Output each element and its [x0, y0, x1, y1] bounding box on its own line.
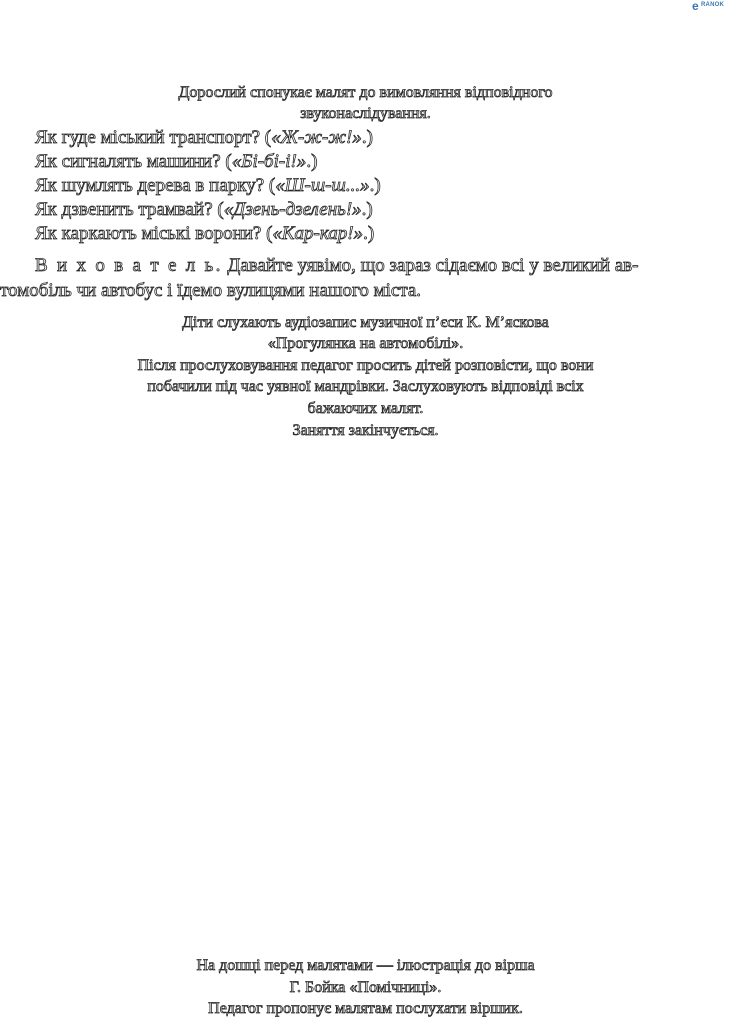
question-end: .): [361, 127, 373, 148]
question-3: [35, 175, 381, 197]
onomatopoeia: «Дзень-дзелень!»: [223, 199, 362, 220]
question-text: Як шумлять дерева в парку? (: [35, 175, 276, 196]
intro-line-1: Дорослий спонукає малят до вимовляння відповідного: [178, 84, 553, 101]
teacher-role: В и х о в а т е л ь.: [35, 255, 223, 276]
footer-text: ілюстрація до вірша: [392, 957, 535, 974]
question-end: .): [306, 151, 318, 172]
question-text: Як каркають міські ворони? (: [35, 223, 273, 244]
remark-line-1: Діти слухають аудіозапис музичної п’єси К. М’яскова: [182, 314, 549, 331]
publisher-logo: [692, 0, 728, 12]
teacher-speech: Давайте уявімо, що зараз сідаємо всі у великий ав-: [222, 255, 639, 276]
onomatopoeia: «Бі-бі-і!»: [231, 151, 307, 172]
footer-line-2: Г. Бойка «Помічниці».: [289, 979, 442, 996]
intro-line-2: звуконаслідування.: [300, 105, 431, 122]
onomatopoeia: «Ш-ш-ш...»: [275, 175, 370, 196]
question-2: [35, 151, 317, 173]
question-text: Як сигналять машини? (: [35, 151, 232, 172]
teacher-line-2: томобіль чи автобус і їдемо вулицями нашого міста.: [0, 280, 422, 301]
footer-line-3: Педагог пропонує малятам послухати віршик.: [208, 1000, 523, 1017]
logo-mark: e: [692, 0, 699, 13]
onomatopoeia: «Кар-кар!»: [272, 223, 364, 244]
remark-line-4: побачили під час уявної мандрівки. Заслуховують відповіді всіх: [147, 378, 584, 395]
footer-dash: —: [376, 957, 393, 974]
remark-line-6: Заняття закінчується.: [292, 422, 439, 439]
onomatopoeia: «Ж-ж-ж!»: [271, 127, 362, 148]
remark-line-5: бажаючих малят.: [307, 400, 424, 417]
question-1: [35, 127, 373, 149]
question-end: .): [369, 175, 381, 196]
logo-text: RANOK: [701, 2, 724, 8]
question-text: Як дзвенить трамвай? (: [35, 199, 224, 220]
question-end: .): [363, 223, 375, 244]
question-end: .): [361, 199, 373, 220]
footer-line-1: [0, 957, 731, 975]
remark-line-3: Після прослуховування педагог просить дітей розповісти, що вони: [137, 357, 594, 374]
question-text: Як гуде міський транспорт? (: [35, 127, 272, 148]
teacher-line-1: [35, 255, 638, 277]
question-4: [35, 199, 373, 221]
question-5: [35, 223, 374, 245]
footer-text: На дошці перед малятами: [196, 957, 377, 974]
remark-line-2: «Прогулянка на автомобілі».: [267, 335, 464, 352]
